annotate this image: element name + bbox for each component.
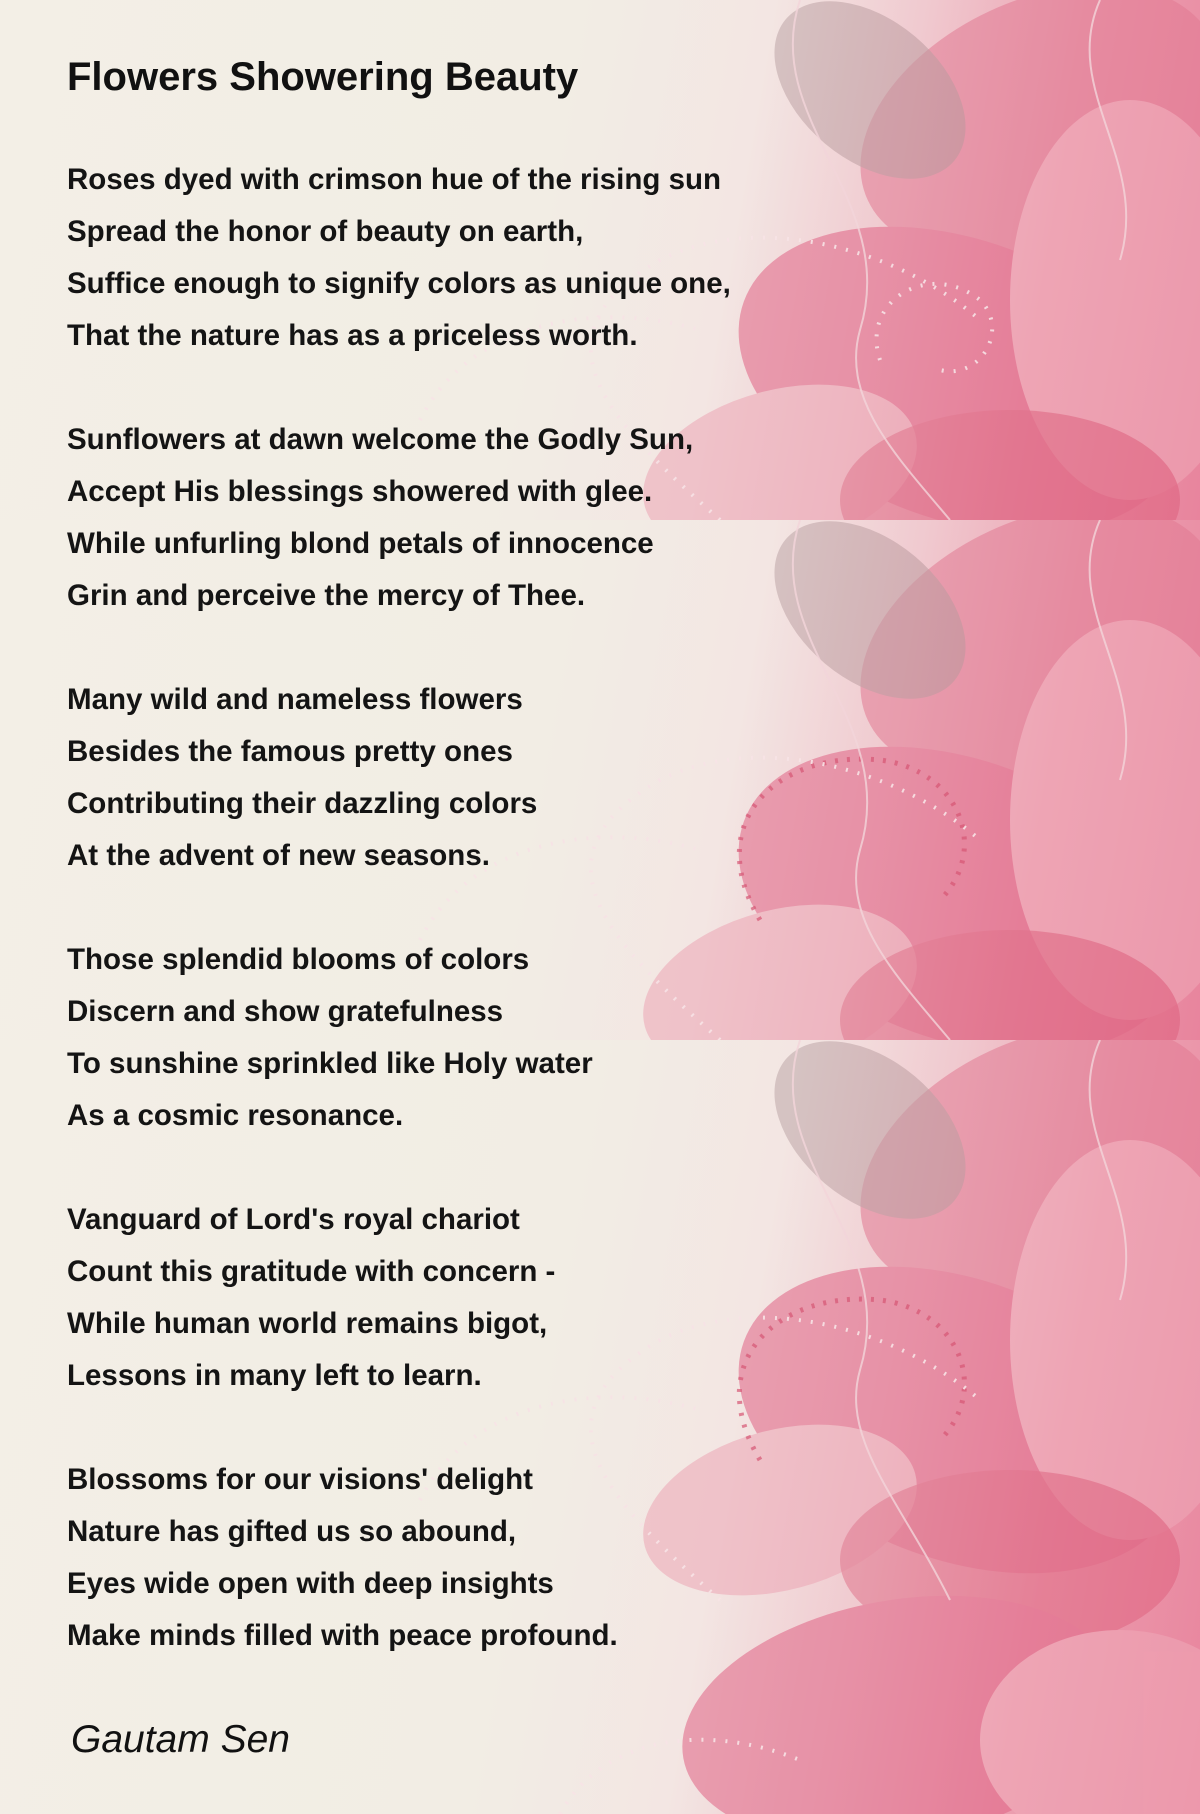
poem-line: Accept His blessings showered with glee. — [67, 475, 653, 508]
poem-line: Vanguard of Lord's royal chariot — [67, 1203, 520, 1236]
poem-author: Gautam Sen — [71, 1718, 290, 1761]
poem-line: While unfurling blond petals of innocence — [67, 527, 654, 560]
poem-line: While human world remains bigot, — [67, 1307, 548, 1340]
poem-line: Suffice enough to signify colors as unique one, — [67, 267, 731, 300]
stanza — [67, 934, 827, 1142]
poem-line: At the advent of new seasons. — [67, 839, 490, 872]
poem-body — [67, 42, 827, 1714]
poem-line: Nature has gifted us so abound, — [67, 1515, 517, 1548]
poem-line: As a cosmic resonance. — [67, 1099, 404, 1132]
poem-line: To sunshine sprinkled like Holy water — [67, 1047, 593, 1080]
poem-line: That the nature has as a priceless worth. — [67, 319, 638, 352]
poem-title: Flowers Showering Beauty — [67, 55, 579, 99]
poem-line: Eyes wide open with deep insights — [67, 1567, 554, 1600]
poem-line: Make minds filled with peace profound. — [67, 1619, 618, 1652]
poem-line: Sunflowers at dawn welcome the Godly Sun, — [67, 423, 694, 456]
stanza — [67, 674, 827, 882]
stanza — [67, 414, 827, 622]
poem-line: Spread the honor of beauty on earth, — [67, 215, 584, 248]
stanza — [67, 1194, 827, 1402]
stanza — [67, 154, 827, 362]
poem-line: Besides the famous pretty ones — [67, 735, 513, 768]
poem-line: Contributing their dazzling colors — [67, 787, 538, 820]
poem-line: Many wild and nameless flowers — [67, 683, 523, 716]
poem-line: Those splendid blooms of colors — [67, 943, 530, 976]
stanza — [67, 1454, 827, 1662]
poem-line: Blossoms for our visions' delight — [67, 1463, 533, 1496]
poem-line: Discern and show gratefulness — [67, 995, 504, 1028]
poem-line: Count this gratitude with concern - — [67, 1255, 556, 1288]
poem-line: Grin and perceive the mercy of Thee. — [67, 579, 586, 612]
poem-line: Roses dyed with crimson hue of the rising sun — [67, 163, 722, 196]
poem-line: Lessons in many left to learn. — [67, 1359, 482, 1392]
